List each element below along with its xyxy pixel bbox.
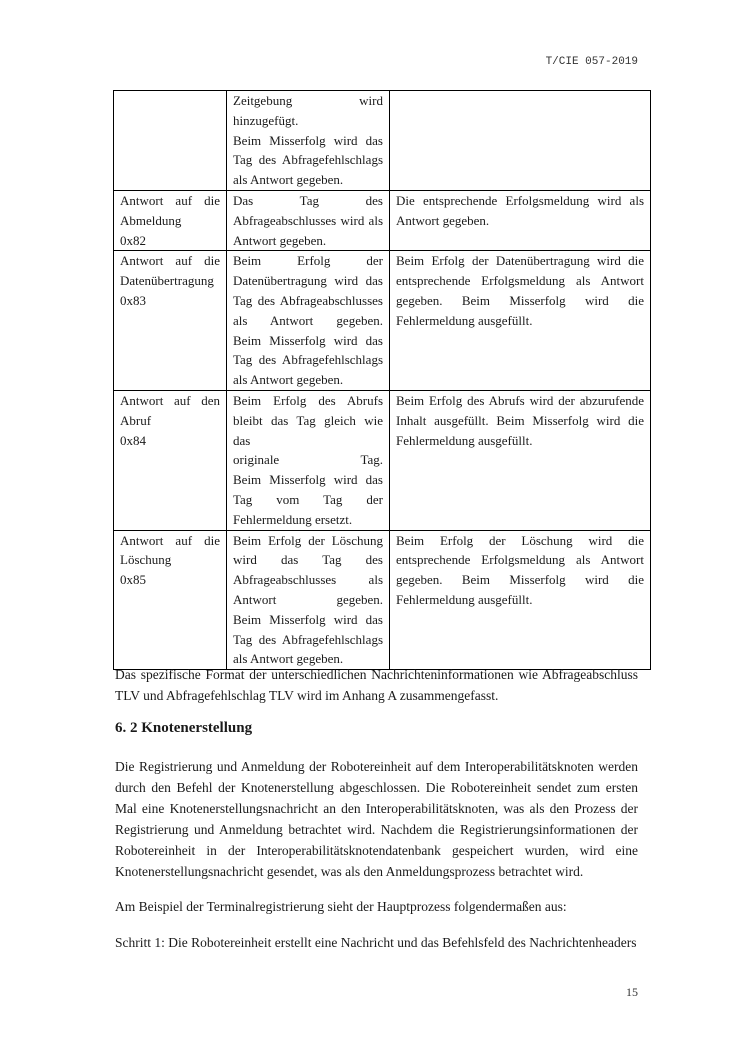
cell-line: Antwort auf die <box>120 192 220 208</box>
cell-line: Inhalt ausgefüllt. Beim Misserfolg wird die <box>396 412 644 428</box>
cell-line: Antwort gegeben. <box>396 212 490 228</box>
cell-line: Beim Misserfolg wird das <box>233 332 383 348</box>
table-cell-c3 <box>390 530 651 670</box>
cell-line: hinzugefügt. <box>233 112 299 128</box>
paragraph-step-1: Schritt 1: Die Robotereinheit erstellt eine Nachricht und das Befehlsfeld des Nachrichtenheaders <box>115 935 637 950</box>
cell-line: Antwort gegeben. <box>233 591 383 607</box>
cell-line: Tag des Abfragefehlschlags <box>233 352 383 368</box>
table-row <box>114 251 651 391</box>
table-cell-c1 <box>114 91 227 191</box>
cell-line: Fehlermeldung ersetzt. <box>233 511 353 527</box>
cell-line: entsprechende Erfolgsmeldung als Antwort <box>396 273 644 289</box>
cell-line: Beim Erfolg der <box>233 253 383 269</box>
table-cell-c3 <box>390 190 651 250</box>
table-cell-c2 <box>227 251 390 391</box>
cell-line: 0x85 <box>120 572 146 588</box>
cell-line: Tag des Abfragefehlschlags <box>233 631 383 647</box>
cell-line: wird das Tag des <box>233 552 383 568</box>
paragraph-knotenerstellung-intro: Die Registrierung und Anmeldung der Robotereinheit auf dem Interoperabilitätsknoten werden durch den Befehl der Knotenerstellung abgeschlossen. Die Robotereinheit sendet zum ersten Mal eine Knotenerstellungsnachricht an den Interoperabilitätsknoten, was als den Prozess der Registrierung und Anmeldung betrachtet wird. Nachdem die Registrierungsinformationen der Robotereinheit in der Interoperabilitätsknotendatenbank gespeichert wurden, wird eine Knotenerstellungsnachricht gesendet, was als den Anmeldungsprozess betrachtet wird. <box>115 759 638 879</box>
cell-line: Abfrageabschlusses wird als <box>233 212 383 228</box>
cell-line: als Antwort gegeben. <box>233 312 383 328</box>
cell-line: Antwort gegeben. <box>233 232 327 248</box>
table-cell-c2 <box>227 91 390 191</box>
cell-line: entsprechende Erfolgsmeldung als Antwort <box>396 552 644 568</box>
cell-line: Beim Misserfolg wird das <box>233 611 383 627</box>
cell-line: originale Tag. <box>233 452 383 468</box>
cell-line: Fehlermeldung ausgefüllt. <box>396 312 533 328</box>
cell-line: Antwort auf die <box>120 532 220 548</box>
cell-line: Antwort auf den <box>120 392 220 408</box>
cell-line: Abmeldung <box>120 212 182 228</box>
cell-line: Die entsprechende Erfolgsmeldung wird als <box>396 192 644 208</box>
table-cell-c3 <box>390 390 651 530</box>
cell-line: Tag des Abfrageabschlusses <box>233 292 383 308</box>
cell-line: Löschung <box>120 552 172 568</box>
cell-line: Datenübertragung <box>120 273 214 289</box>
table-cell-c1 <box>114 190 227 250</box>
cell-line: als Antwort gegeben. <box>233 651 344 667</box>
cell-line: Zeitgebung wird <box>233 93 383 108</box>
cell-line: Beim Erfolg der Löschung wird die <box>396 532 644 548</box>
table-cell-c1 <box>114 390 227 530</box>
cell-line: 0x83 <box>120 292 146 308</box>
table-row <box>114 190 651 250</box>
section-title: 6. 2 Knotenerstellung <box>115 720 253 736</box>
cell-line: Beim Erfolg des Abrufs wird der abzurufende <box>396 392 644 408</box>
cell-line: Beim Erfolg der Löschung <box>233 532 383 548</box>
response-spec-table <box>113 90 651 670</box>
cell-line: gegeben. Beim Misserfolg wird die <box>396 572 644 588</box>
cell-line: Beim Erfolg der Datenübertragung wird die <box>396 253 644 269</box>
cell-line: Antwort auf die <box>120 253 220 269</box>
cell-line: gegeben. Beim Misserfolg wird die <box>396 292 644 308</box>
cell-line: Tag vom Tag der <box>233 491 383 507</box>
table-cell-c3 <box>390 251 651 391</box>
cell-line: Abfrageabschlusses als <box>233 572 383 588</box>
cell-line: als Antwort gegeben. <box>233 372 344 388</box>
table-cell-c2 <box>227 530 390 670</box>
paragraph-example: Am Beispiel der Terminalregistrierung sieht der Hauptprozess folgendermaßen aus: <box>115 899 567 914</box>
table-row <box>114 91 651 191</box>
table-cell-c2 <box>227 190 390 250</box>
cell-line: Tag des Abfragefehlschlags <box>233 152 383 168</box>
table-cell-c1 <box>114 530 227 670</box>
document-id-header: T/CIE 057-2019 <box>545 56 638 68</box>
cell-line: 0x82 <box>120 232 146 248</box>
cell-line: als Antwort gegeben. <box>233 172 344 188</box>
cell-line: Fehlermeldung ausgefüllt. <box>396 591 533 607</box>
paragraph-after-table: Das spezifische Format der unterschiedlichen Nachrichteninformationen wie Abfrageabschluss TLV und Abfragefehlschlag TLV wird im Anhang A zusammengefasst. <box>115 667 638 703</box>
table-row <box>114 530 651 670</box>
cell-line: Beim Misserfolg wird das <box>233 472 383 488</box>
table-cell-c3 <box>390 91 651 191</box>
cell-line: 0x84 <box>120 432 146 448</box>
page-number: 15 <box>626 985 638 999</box>
cell-line: Fehlermeldung ausgefüllt. <box>396 432 533 448</box>
cell-line: Das Tag des <box>233 192 383 208</box>
table-cell-c2 <box>227 390 390 530</box>
cell-line: bleibt das Tag gleich wie das <box>233 412 383 448</box>
cell-line: Beim Erfolg des Abrufs <box>233 392 383 408</box>
cell-line: Datenübertragung wird das <box>233 273 383 289</box>
cell-line: Abruf <box>120 412 152 428</box>
table-row <box>114 390 651 530</box>
cell-line: Beim Misserfolg wird das <box>233 132 383 148</box>
table-cell-c1 <box>114 251 227 391</box>
